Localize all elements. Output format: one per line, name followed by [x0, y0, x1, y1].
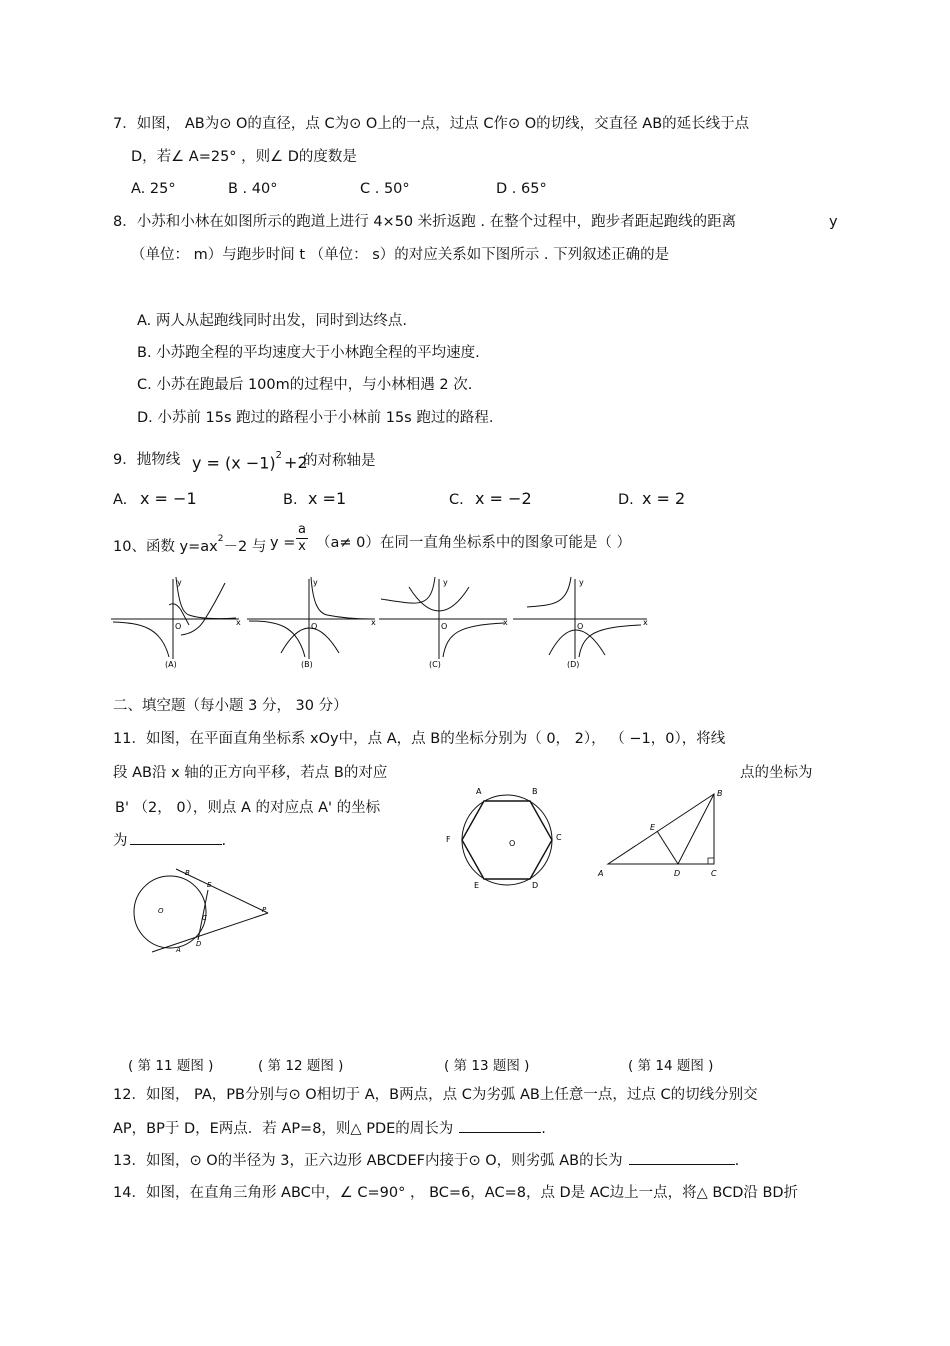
graph-b-label: (B): [301, 660, 313, 669]
graph-d: [513, 577, 648, 669]
q10-fraction: [296, 522, 308, 555]
q9-eq-main: y = (x −1): [192, 453, 276, 473]
fig14-label-e: E: [650, 823, 656, 832]
q8-var-y: y: [829, 214, 838, 230]
q9-equation: [192, 450, 308, 473]
fig12-label-p: P: [262, 906, 267, 914]
graph-c: [379, 577, 508, 669]
q8-line2: （单位： m）与跑步时间 t （单位： s）的对应关系如下图所示 . 下列叙述正确的是: [131, 247, 670, 263]
q9-option-d-label: D.: [618, 492, 634, 508]
q9-option-b-label: B.: [283, 492, 298, 508]
q12-answer-blank: [459, 1118, 541, 1133]
q7-option-b: B . 40°: [228, 181, 278, 197]
q14-line1: 14．如图，在直角三角形 ABC中，∠ C=90° ， BC=6，AC=8，点 D是 AC边上一点，将△ BCD沿 BD折: [113, 1185, 799, 1201]
graph-a-y-label: y: [177, 578, 182, 587]
fig13-label-c: C: [556, 833, 562, 842]
q7-line1: 7．如图， AB为⊙ O的直径，点 C为⊙ O上的一点，过点 C作⊙ O的切线，交直径 AB的延长线于点: [113, 116, 750, 132]
q9-option-a-label: A.: [113, 492, 128, 508]
q9-option-c-label: C.: [449, 492, 464, 508]
q11-line4-text: 为: [113, 833, 128, 849]
q13-end: .: [734, 1153, 740, 1169]
fig14-label-c: C: [711, 869, 717, 878]
graph-d-y-label: y: [579, 578, 584, 587]
q8-option-c: C. 小苏在跑最后 100m的过程中，与小林相遇 2 次.: [137, 377, 473, 393]
graph-c-y-label: y: [443, 578, 448, 587]
fig14-label-d: D: [674, 869, 681, 878]
q10-mid: －2 与: [223, 538, 267, 555]
graph-a-origin: O: [175, 622, 182, 631]
q9-option-a-value: x = −1: [140, 489, 197, 508]
fig14-label-b: B: [717, 789, 723, 798]
q12-line2: [113, 1118, 546, 1139]
q12-line1: 12．如图， PA，PB分别与⊙ O相切于 A，B两点，点 C为劣弧 AB上任意一点，过点 C的切线分别交: [113, 1087, 758, 1103]
fig13-label-e: E: [474, 881, 480, 890]
fig12-label-c: C: [202, 914, 207, 922]
graph-c-origin: O: [441, 622, 448, 631]
fig13-label-f: F: [446, 835, 451, 844]
caption-fig14: ( 第 14 题图 ): [628, 1058, 714, 1074]
caption-fig11: ( 第 11 题图 ): [128, 1058, 214, 1074]
fig12-label-d: D: [196, 940, 202, 948]
graph-b-x-label: x: [371, 618, 376, 627]
fig12-label-b: B: [185, 869, 190, 877]
graph-b-origin: O: [311, 622, 318, 631]
q11-line1: 11．如图，在平面直角坐标系 xOy中，点 A，点 B的坐标分别为（ 0， 2）， （ −1，0），将线: [113, 731, 726, 747]
q12-end: .: [541, 1121, 546, 1137]
graph-d-x-label: x: [643, 618, 648, 627]
graph-a-x-label: x: [236, 618, 241, 627]
q7-line2: D，若∠ A=25° ，则∠ D的度数是: [131, 149, 357, 165]
fig13-label-b: B: [532, 787, 538, 796]
q13-answer-blank: [629, 1150, 735, 1165]
fig13-hexagon-circle: [442, 784, 572, 894]
q11-line2-right: 点的坐标为: [740, 765, 813, 781]
q9-option-c-value: x = −2: [475, 489, 532, 508]
fig12-label-a: A: [176, 946, 181, 954]
section-2-title: 二、填空题（每小题 3 分， 30 分）: [113, 698, 348, 714]
fig13-label-a: A: [476, 787, 482, 796]
q12-line2-text: AP，BP于 D，E两点．若 AP=8，则△ PDE的周长为: [113, 1121, 454, 1137]
q10-frac-numerator: a: [298, 522, 306, 537]
fig12-label-e: E: [207, 881, 212, 889]
fig12-label-o: O: [158, 907, 164, 915]
graph-b: [247, 577, 376, 669]
graph-a: [111, 577, 241, 669]
graph-d-label: (D): [567, 660, 580, 669]
fig14-right-triangle: [594, 784, 734, 884]
q9-option-b-value: x =1: [308, 489, 347, 508]
caption-fig12: ( 第 12 题图 ): [258, 1058, 344, 1074]
q13-line1: [113, 1150, 739, 1171]
q9-option-d-value: x = 2: [642, 489, 686, 508]
graph-c-x-label: x: [503, 618, 508, 627]
q11-line2-left: 段 AB沿 x 轴的正方向平移，若点 B的对应: [113, 765, 388, 781]
q8-option-b: B. 小苏跑全程的平均速度大于小林跑全程的平均速度.: [137, 345, 480, 361]
q7-option-d: D . 65°: [496, 181, 547, 197]
q10-graphs: [111, 575, 651, 675]
q10-frac-denominator: x: [296, 538, 308, 555]
q8-option-a: A. 两人从起跑线同时出发，同时到达终点.: [137, 313, 407, 329]
q7-option-a: A. 25°: [131, 181, 176, 197]
q13-line1-text: 13．如图，⊙ O的半径为 3，正六边形 ABCDEF内接于⊙ O，则劣弧 AB的长为: [113, 1153, 623, 1169]
q10-prefix-text: 10、函数 y=ax: [113, 538, 218, 555]
q10-exponent: 2: [217, 534, 224, 544]
q9-eq-exponent: 2: [275, 450, 283, 461]
q10-y-eq: y =: [270, 535, 296, 551]
caption-fig13: ( 第 13 题图 ): [444, 1058, 530, 1074]
graph-d-origin: O: [577, 622, 584, 631]
q7-option-c: C . 50°: [360, 181, 410, 197]
q11-line4: 为 .: [113, 830, 226, 851]
fig13-label-o: O: [509, 839, 516, 848]
fig14-label-a: A: [598, 869, 604, 878]
q8-option-d: D. 小苏前 15s 跑过的路程小于小林前 15s 跑过的路程.: [137, 410, 494, 426]
q10-suffix: （a≠ 0）在同一直角坐标系中的图象可能是（ ）: [316, 535, 631, 551]
q9-prefix: 9．抛物线: [113, 452, 181, 468]
graph-c-label: (C): [429, 660, 441, 669]
q9-suffix: 的对称轴是: [303, 453, 376, 469]
fig12-circle-tangents: [132, 866, 282, 956]
fig13-label-d: D: [532, 881, 539, 890]
graph-b-y-label: y: [313, 578, 318, 587]
q11-line3: B' （2， 0），则点 A 的对应点 A' 的坐标: [115, 800, 381, 816]
q8-line1: 8．小苏和小林在如图所示的跑道上进行 4×50 米折返跑 . 在整个过程中，跑步者距起跑线的距离: [113, 214, 737, 230]
q11-answer-blank: [130, 830, 222, 845]
graph-a-label: (A): [165, 660, 177, 669]
q9-eq-tail: +2: [284, 453, 308, 473]
q10-prefix: [113, 533, 266, 557]
